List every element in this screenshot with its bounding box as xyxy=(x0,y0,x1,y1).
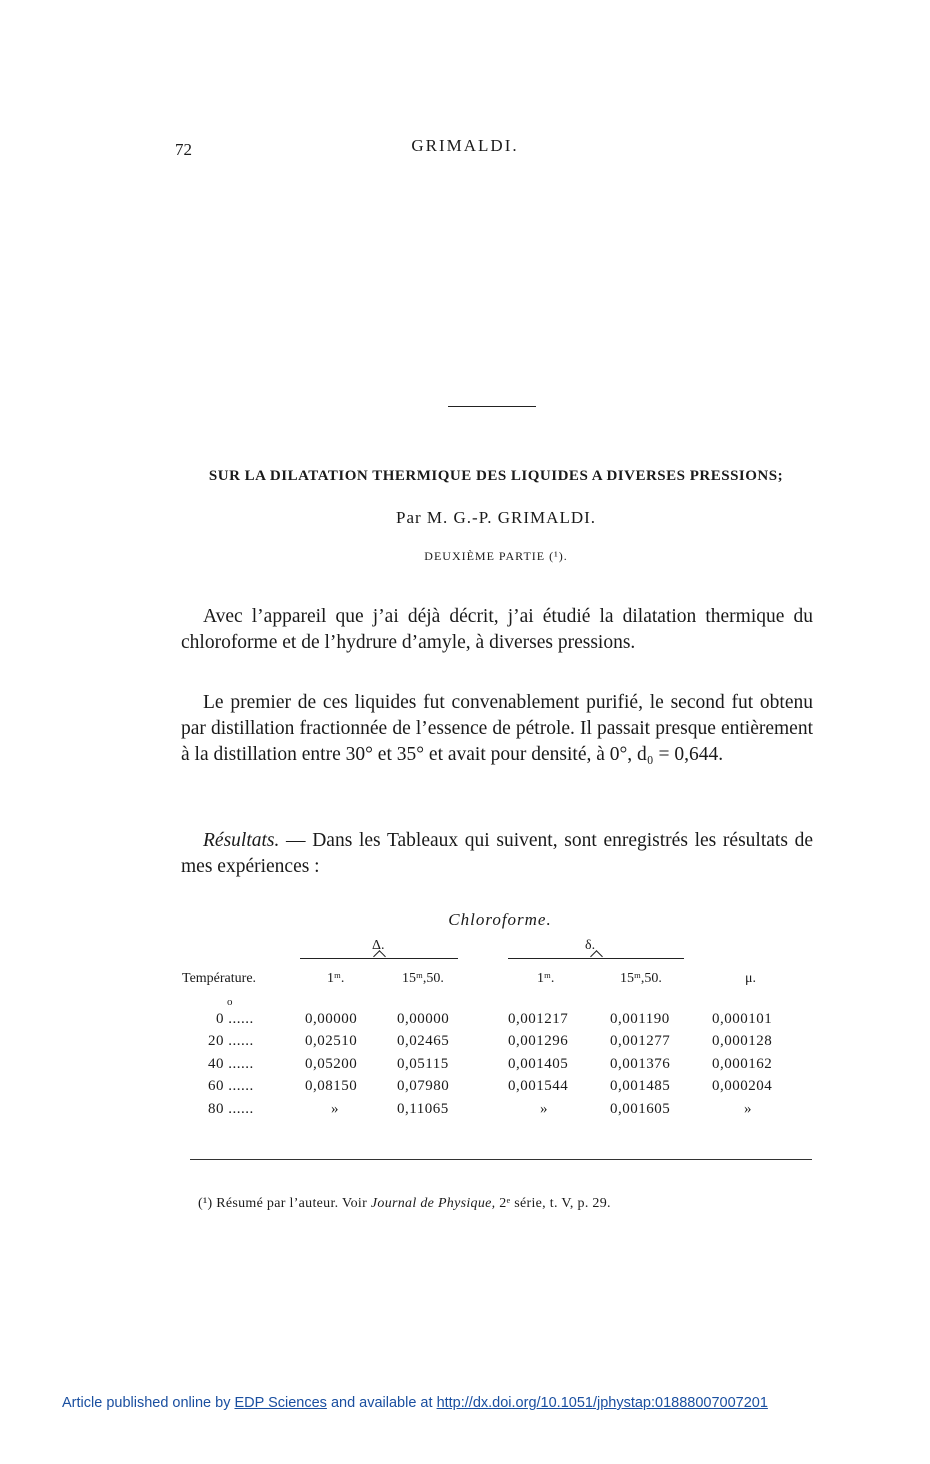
table-cell: 40 ...... xyxy=(208,1056,254,1072)
table-cell: 0,000128 xyxy=(712,1033,773,1049)
footer-prefix: Article published online by xyxy=(62,1395,235,1411)
degree-mark: o xyxy=(227,996,233,1008)
table-cell: » xyxy=(331,1101,339,1117)
footnote-mark: (¹) xyxy=(198,1196,213,1211)
footnote-text: Résumé par l’auteur. Voir xyxy=(212,1196,371,1211)
table-cell: 0,001605 xyxy=(610,1101,671,1117)
table-cell: 20 ...... xyxy=(208,1033,254,1049)
article-part: DEUXIÈME PARTIE (¹). xyxy=(424,549,568,563)
table-cell: 0,07980 xyxy=(397,1078,450,1094)
footnote-separator-rule xyxy=(190,1159,812,1160)
table-cell: 0,11065 xyxy=(397,1101,449,1117)
paragraph-1: Avec l’appareil que j’ai déjà décrit, j’ai étudié la dilatation thermique du chloroforme et de l’hydrure d’amyle, à diverses pressions. xyxy=(181,606,813,653)
table-cell: 0,08150 xyxy=(305,1078,358,1094)
table-cell: 0,02510 xyxy=(305,1033,358,1049)
table-cell: 0,001485 xyxy=(610,1078,671,1094)
article-title: SUR LA DILATATION THERMIQUE DES LIQUIDES A DIVERSES PRESSIONS; xyxy=(208,468,784,484)
journal-name: Journal de Physique, xyxy=(370,1196,496,1211)
table-cell: 0,00000 xyxy=(305,1011,358,1027)
title-separator-rule xyxy=(448,406,536,407)
footnote xyxy=(198,1196,611,1212)
table-cell: 0 ...... xyxy=(216,1011,254,1027)
paragraph-2: Le premier de ces liquides fut convenablement purifié, le second fut obtenu par distillation fractionnée de l’essence de pétrole. Il passait presque entièrement à la distillation entre 30° et 35° et avait pour densité, à 0°, d₀ = 0,644. xyxy=(181,692,813,765)
column-header: 1ᵐ. xyxy=(327,971,345,986)
table-cell: 0,001190 xyxy=(610,1011,670,1027)
table-cell: 0,001376 xyxy=(610,1056,671,1072)
group-label-delta-small: δ. xyxy=(585,938,596,953)
paragraph-3 xyxy=(181,828,813,880)
table-cell: 0,000162 xyxy=(712,1056,773,1072)
table-cell: 0,05115 xyxy=(397,1056,449,1072)
table-cell: 80 ...... xyxy=(208,1101,254,1117)
article-author: Par M. G.-P. GRIMALDI. xyxy=(395,508,597,527)
table-cell: 0,001296 xyxy=(508,1033,569,1049)
table-cell: » xyxy=(540,1101,548,1117)
table-caption: Chloroforme. xyxy=(448,910,552,929)
table-cell: 60 ...... xyxy=(208,1078,254,1094)
doi-link[interactable]: http://dx.doi.org/10.1051/jphystap:01888007007201 xyxy=(436,1395,768,1411)
table-cell: 0,05200 xyxy=(305,1056,358,1072)
results-heading: Résultats. xyxy=(203,830,280,851)
table-cell: 0,001405 xyxy=(508,1056,569,1072)
publisher-link[interactable]: EDP Sciences xyxy=(234,1395,327,1411)
column-header: 1ᵐ. xyxy=(537,971,555,986)
table-cell: 0,00000 xyxy=(397,1011,450,1027)
table-cell: 0,001544 xyxy=(508,1078,569,1094)
results-intro: — Dans les Tableaux qui suivent, sont enregistrés les résultats de mes expériences : xyxy=(181,830,813,877)
group-label-delta: Δ. xyxy=(372,938,385,953)
footnote-text: 2ᵉ série, t. V, p. 29. xyxy=(495,1196,611,1211)
column-header: Température. xyxy=(182,971,257,986)
table-cell: 0,001217 xyxy=(508,1011,569,1027)
table-cell: » xyxy=(744,1101,752,1117)
table-cell: 0,001277 xyxy=(610,1033,671,1049)
publication-footer xyxy=(62,1395,768,1411)
column-header: 15ᵐ,50. xyxy=(620,971,662,986)
column-header: 15ᵐ,50. xyxy=(402,971,444,986)
page-number: 72 xyxy=(175,140,192,159)
column-header: μ. xyxy=(745,971,757,986)
table-cell: 0,000101 xyxy=(712,1011,773,1027)
running-head: GRIMALDI. xyxy=(411,136,519,155)
table-cell: 0,000204 xyxy=(712,1078,773,1094)
footer-middle: and available at xyxy=(326,1395,437,1411)
table-cell: 0,02465 xyxy=(397,1033,450,1049)
